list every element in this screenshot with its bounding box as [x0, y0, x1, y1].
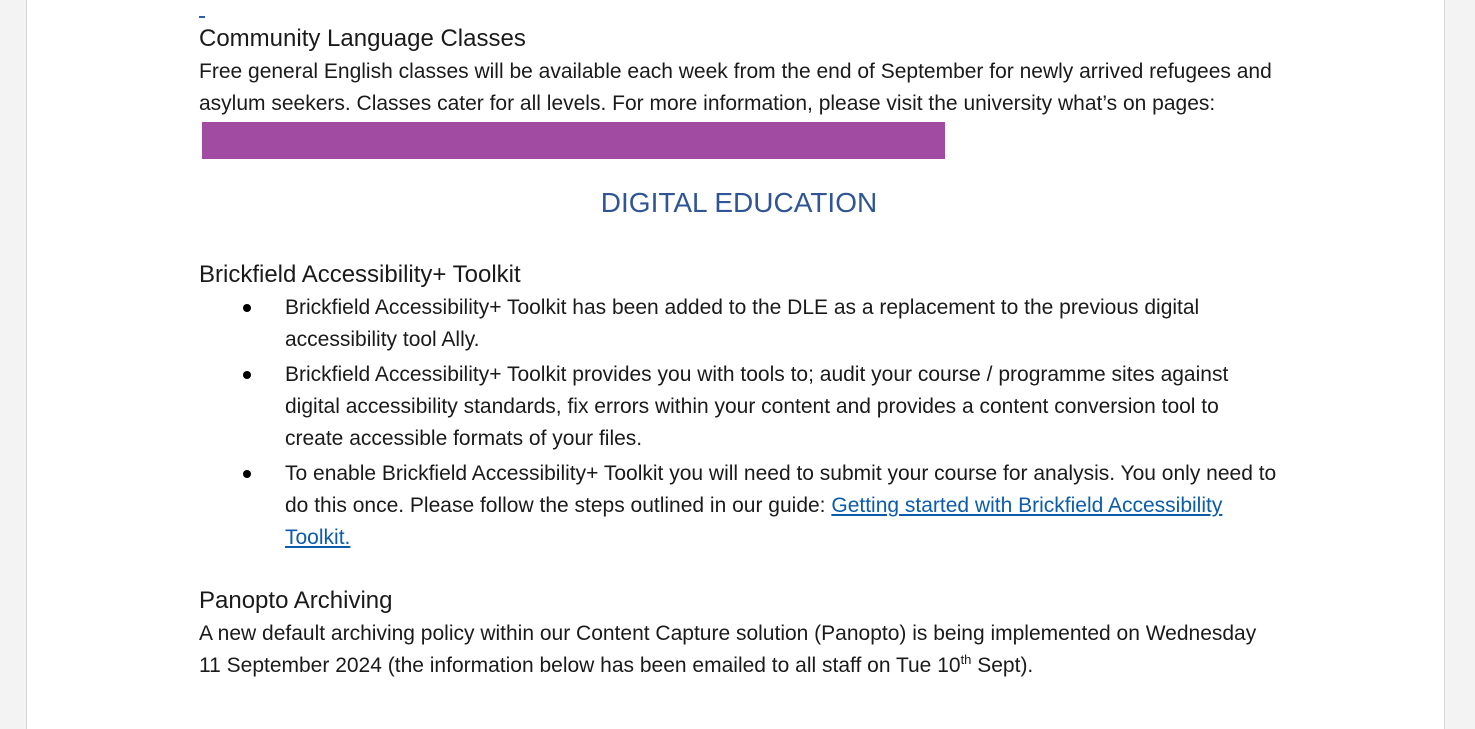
document-content [199, 22, 1279, 682]
panopto-text-end: Sept). [971, 654, 1034, 677]
list-item [199, 458, 1279, 554]
text-cursor-mark [199, 16, 205, 18]
document-page [26, 0, 1445, 729]
digital-education-heading: DIGITAL EDUCATION [600, 187, 878, 218]
bullet-text: To enable Brickfield Accessibility+ Toolkit you will need to submit your course for analysis. You only need to do this once. Please follow the steps outlined in our guide: [285, 462, 1277, 517]
ordinal-suffix: th [960, 652, 972, 667]
panopto-heading: Panopto Archiving [199, 587, 393, 614]
community-paragraph [199, 56, 1279, 159]
community-heading: Community Language Classes [199, 25, 526, 52]
panopto-paragraph [199, 618, 1279, 682]
redacted-link-block [202, 122, 945, 159]
bullet-text: Brickfield Accessibility+ Toolkit has been added to the DLE as a replacement to the previous digital accessibility tool Ally. [285, 296, 1200, 351]
brickfield-heading: Brickfield Accessibility+ Toolkit [199, 261, 521, 288]
getting-started-link[interactable]: Getting started with Brickfield Accessibility Toolkit. [285, 494, 1223, 549]
bullet-text: Brickfield Accessibility+ Toolkit provides you with tools to; audit your course / programme sites against digital accessibility standards, fix errors within your content and provides a content conversion tool to create accessible formats of your files. [285, 363, 1229, 450]
brickfield-bullet-list [199, 292, 1279, 554]
bullet-icon [243, 371, 251, 379]
list-item [199, 359, 1279, 455]
community-text: Free general English classes will be available each week from the end of September for newly arrived refugees and asylum seekers. Classes cater for all levels. For more information, please visit the university what’s on pages: [199, 60, 1272, 115]
bullet-icon [243, 470, 251, 478]
list-item [199, 292, 1279, 356]
panopto-text: A new default archiving policy within our Content Capture solution (Panopto) is being implemented on Wednesday 11 September 2024 (the information below has been emailed to all staff on Tue 10 [199, 622, 1257, 677]
bullet-icon [243, 304, 251, 312]
